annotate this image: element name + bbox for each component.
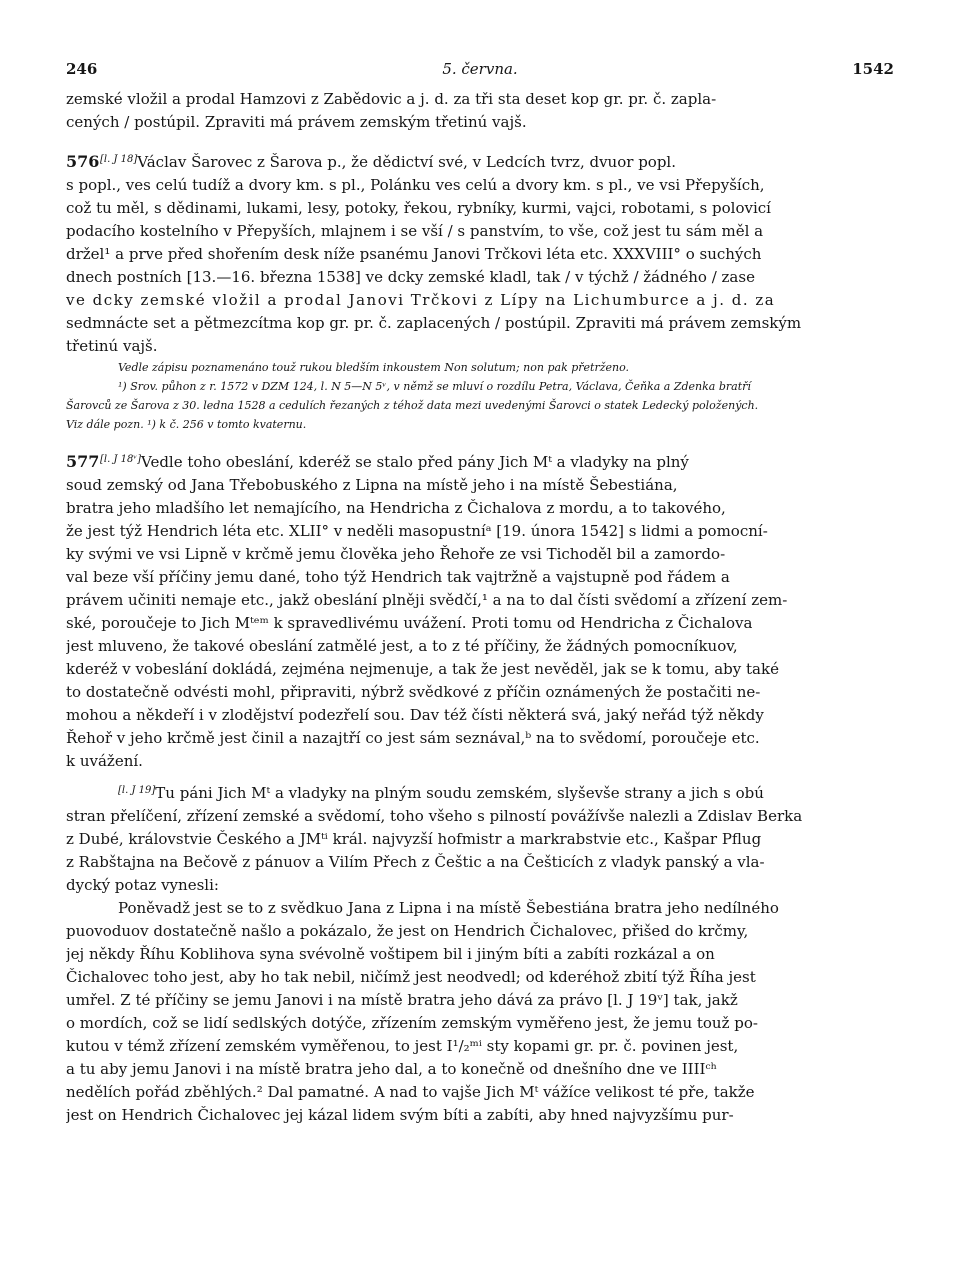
text-line: to dostatečně odvésti mohl, připraviti, nýbrž svědkové z příčin oznámených že postačiti ne-	[66, 683, 761, 701]
text-line: puovoduov dostatečně našlo a pokázalo, že jest on Hendrich Čichalovec, přišed do krčmy,	[66, 922, 749, 940]
text-line: třetinú vajš.	[66, 337, 158, 355]
text-line: dnech postních [13.—16. března 1538] ve dcky zemské kladl, tak / v týchž / žádného / zase	[66, 268, 755, 286]
apparatus-notes	[66, 358, 894, 434]
text-line: ky svými ve vsi Lipně v krčmě jemu člověka jeho Řehoře ze vsi Tichoděl bil a zamordo-	[66, 545, 726, 563]
text-line: že jest týž Hendrich léta etc. XLII° v neděli masopustníᵃ [19. února 1542] s lidmi a pomocní-	[66, 522, 768, 540]
entry-number: 576	[66, 152, 100, 171]
page-number: 246	[66, 60, 98, 78]
folio-reference: [l. J 18ᵛ]	[100, 454, 141, 465]
text-line: Vedle toho obeslání, kderéž se stalo před pány Jich Mᵗ a vladyky na plný	[141, 453, 689, 471]
text-line: mohou a někdeří i v zlodějství podezřelí sou. Dav též čísti některá svá, jaký neřád týž někdy	[66, 706, 764, 724]
entry-577	[66, 448, 894, 1127]
text-line: Čichalovec toho jest, aby ho tak nebil, ničímž jest neodvedl; od kderéhož zbití týž Říha jest	[66, 968, 756, 986]
text-line: s popl., ves celú tudíž a dvory km. s pl., Polánku ves celú a dvory km. s pl., ve vsi Přepyších,	[66, 176, 765, 194]
entry-number: 577	[66, 452, 100, 471]
text-line: což tu měl, s dědinami, lukami, lesy, potoky, řekou, rybníky, kurmi, vajci, robotami, s polovicí	[66, 199, 771, 217]
text-line: dycký potaz vynesli:	[66, 876, 219, 894]
folio-reference: [l. J 19]	[118, 785, 156, 796]
text-line: ské, poroučeje to Jich Mᵗᵉᵐ k spravedlivému uvážení. Proti tomu od Hendricha z Čichalova	[66, 614, 753, 632]
text-line: soud zemský od Jana Třebobuského z Lipna na místě jeho i na místě Šebestiána,	[66, 476, 678, 494]
footnote: Šarovců ze Šarova z 30. ledna 1528 a cedulích řezaných z téhož data mezi uvedenými Šarovci o statek Ledecký položených.	[66, 399, 759, 412]
text-line: podacího kostelního v Přepyších, mlajnem i se vší / s panstvím, to vše, což jest tu sám měl a	[66, 222, 764, 240]
text-line: val beze vší příčiny jemu dané, toho týž Hendrich tak vajtržně a vajstupně pod řádem a	[66, 568, 730, 586]
text-line: z Dubé, královstvie Českého a JMᵗⁱ král. najvyzší hofmistr a markrabstvie etc., Kašpar Pflug	[66, 830, 762, 848]
page	[66, 52, 894, 1127]
text-line: ve dcky zemské vložil a prodal Janovi Trčkovi z Lípy na Lichumburce a j. d. za	[66, 291, 776, 309]
page-header	[66, 52, 894, 82]
text-line: Václav Šarovec z Šarova p., že dědictví své, v Ledcích tvrz, dvuor popl.	[137, 153, 676, 171]
text-line: nedělích pořád zběhlých.² Dal pamatné. A nad to vajše Jich Mᵗ vážíce velikost té pře, takže	[66, 1083, 755, 1101]
footnote: Viz dále pozn. ¹) k č. 256 v tomto kvaternu.	[66, 418, 307, 431]
text-line: z Rabštajna na Bečově z pánuov a Vilím Přech z Češtic a na Češticích z vladyk panský a vla-	[66, 853, 765, 871]
text-line: právem učiniti nemaje etc., jakž obeslání plněji svědčí,¹ a na to dal čísti svědomí a zřízení zem-	[66, 591, 788, 609]
entry-576	[66, 148, 894, 434]
text-line: jej někdy Říhu Koblihova syna svévolně voštipem bil i jiným bíti a zabíti rozkázal a on	[66, 945, 715, 963]
text-line: Poněvadž jest se to z svědkuo Jana z Lipna i na místě Šebestiána bratra jeho nedílného	[118, 899, 779, 917]
footnote: ¹) Srov. půhon z r. 1572 v DZM 124, l. N 5—N 5ᵛ, v němž se mluví o rozdílu Petra, Václava, Čeňka a Zdenka bratří	[118, 380, 751, 393]
folio-reference: [l. J 18]	[100, 154, 138, 165]
text-line: Řehoř v jeho krčmě jest činil a nazajtří co jest sám seznával,ᵇ na to svědomí, poroučeje etc.	[66, 729, 760, 747]
text-line: jest on Hendrich Čichalovec jej kázal lidem svým bíti a zabíti, aby hned najvyzšímu pur-	[66, 1106, 734, 1124]
entry-continuation	[66, 88, 894, 134]
text-line: umřel. Z té příčiny se jemu Janovi i na místě bratra jeho dává za právo [l. J 19ᵛ] tak, jakž	[66, 991, 738, 1009]
running-date: 5. června.	[442, 60, 518, 78]
text-line: držel¹ a prve před shořením desk níže psanému Janovi Trčkovi léta etc. XXXVIII° o suchých	[66, 245, 762, 263]
text-line: bratra jeho mladšího let nemajícího, na Hendricha z Čichalova z mordu, a to takového,	[66, 499, 726, 517]
text-line: kderéž v vobeslání dokládá, zejména nejmenuje, a tak že jest nevěděl, jak se k tomu, aby také	[66, 660, 779, 678]
text-line: a tu aby jemu Janovi i na místě bratra jeho dal, a to konečně od dnešního dne ve IIIIᶜʰ	[66, 1060, 718, 1078]
text-line: cených / postúpil. Zpraviti má právem zemským třetinú vajš.	[66, 113, 527, 131]
text-line: Tu páni Jich Mᵗ a vladyky na plným soudu zemském, slyševše strany a jich s obú	[155, 784, 764, 802]
text-line: o mordích, což se lidí sedlských dotýče, zřízením zemským vyměřeno jest, že jemu touž po-	[66, 1014, 758, 1032]
text-line: kutou v témž zřízení zemském vyměřenou, to jest I¹/₂ᵐⁱ sty kopami gr. pr. č. povinen jest,	[66, 1037, 739, 1055]
text-line: stran přelíčení, zřízení zemské a svědomí, toho všeho s pilností povážívše nalezli a Zdislav Berka	[66, 807, 803, 825]
apparatus-note: Vedle zápisu poznamenáno touž rukou bledším inkoustem Non solutum; non pak přetrženo.	[118, 361, 630, 374]
text-line: zemské vložil a prodal Hamzovi z Zabědovic a j. d. za tři sta deset kop gr. pr. č. zapla-	[66, 90, 717, 108]
text-line: sedmnácte set a pětmezcítma kop gr. pr. č. zaplacených / postúpil. Zpraviti má právem zemským	[66, 314, 802, 332]
running-year: 1542	[852, 60, 894, 78]
text-line: jest mluveno, že takové obeslání zatmělé jest, a to z té příčiny, že žádných pomocníkuov,	[66, 637, 738, 655]
text-line: k uvážení.	[66, 752, 143, 770]
